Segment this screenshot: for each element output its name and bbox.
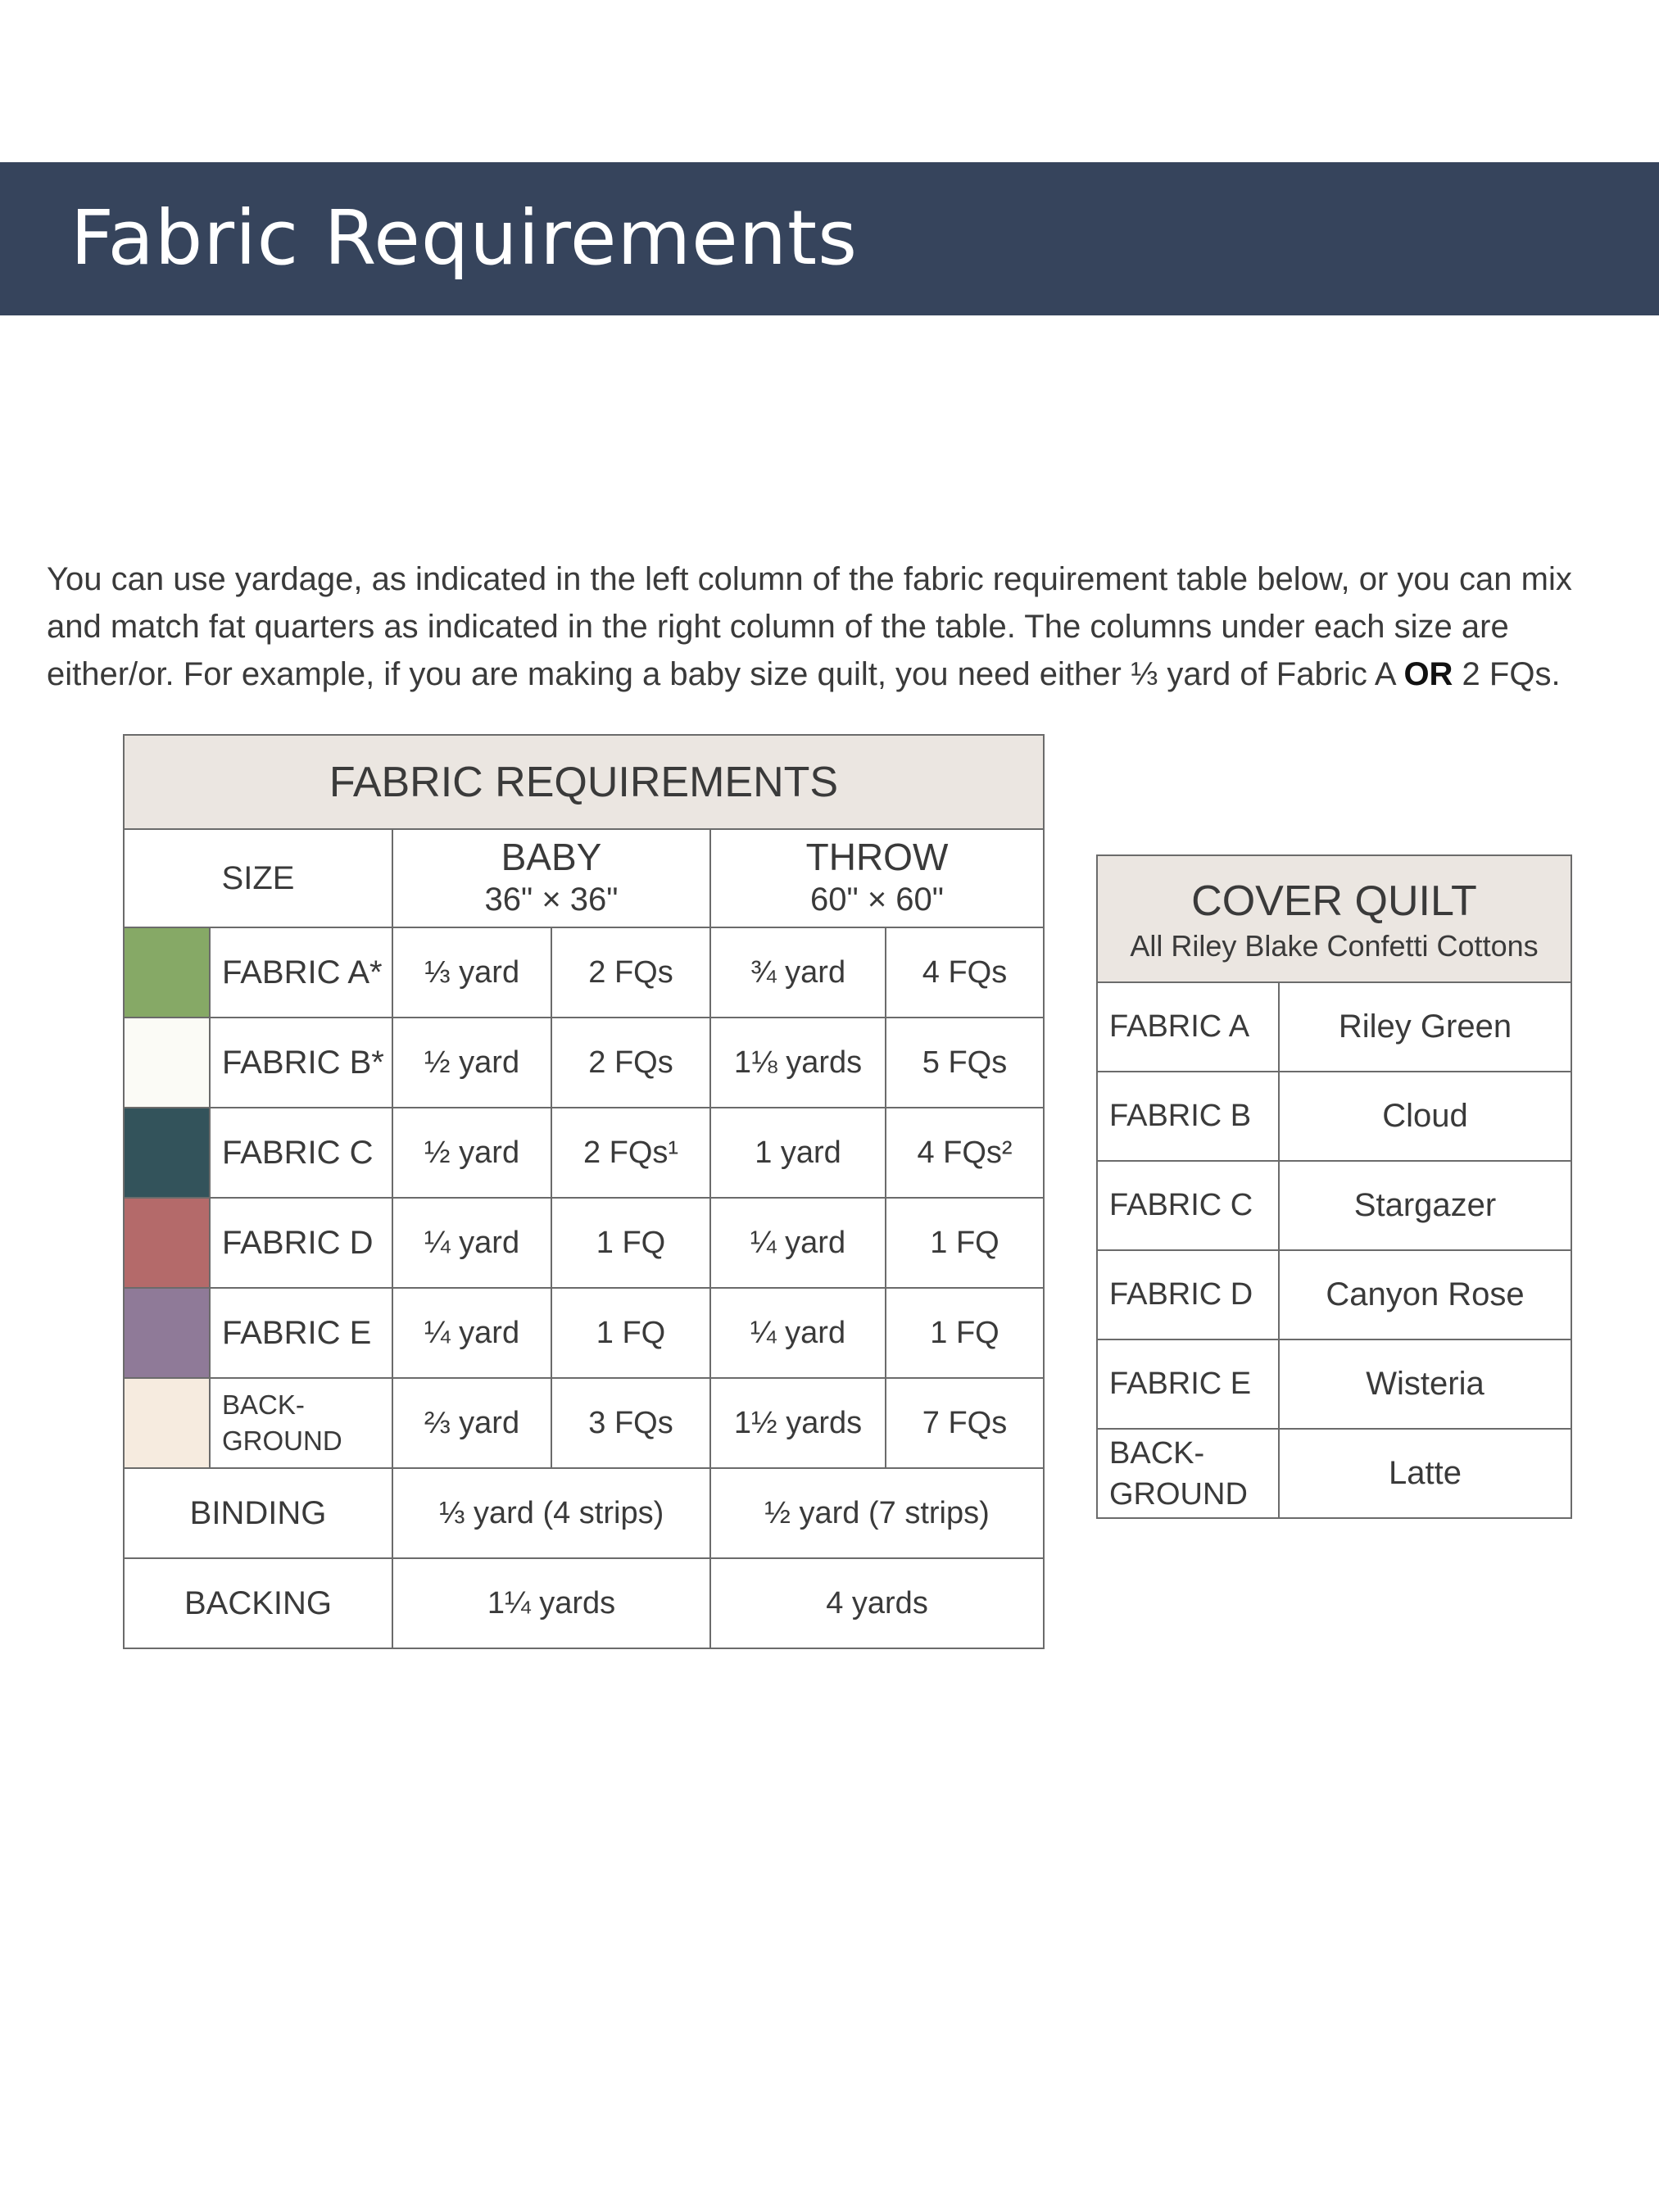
baby-yardage: ¼ yard xyxy=(392,1198,551,1288)
size-name: BABY xyxy=(501,836,602,878)
color-swatch xyxy=(124,1288,210,1378)
baby-fat-quarters: 1 FQ xyxy=(551,1198,710,1288)
baby-fat-quarters: 2 FQs¹ xyxy=(551,1108,710,1198)
fabric-name-text: GROUND xyxy=(222,1426,342,1456)
color-swatch xyxy=(124,1378,210,1468)
color-swatch xyxy=(124,927,210,1018)
size-throw-header xyxy=(710,829,1044,927)
baby-yardage: ⅔ yard xyxy=(392,1378,551,1468)
color-swatch xyxy=(124,1018,210,1108)
color-swatch xyxy=(124,1108,210,1198)
table-title-row xyxy=(124,735,1044,829)
cover-fabric-name-text: GROUND xyxy=(1109,1476,1248,1512)
cover-fabric-color: Stargazer xyxy=(1279,1161,1571,1250)
table-row xyxy=(1097,982,1571,1072)
throw-yardage: 1 yard xyxy=(710,1108,886,1198)
fabric-name-text: FABRIC E xyxy=(222,1314,372,1351)
intro-text-end: 2 FQs. xyxy=(1453,656,1561,692)
cover-subtitle: All Riley Blake Confetti Cottons xyxy=(1130,928,1539,963)
cover-fabric-color: Latte xyxy=(1279,1429,1571,1518)
backing-label: BACKING xyxy=(124,1558,392,1648)
throw-yardage: 1⅛ yards xyxy=(710,1018,886,1108)
intro-paragraph xyxy=(47,555,1620,698)
table-title: FABRIC REQUIREMENTS xyxy=(124,735,1044,829)
throw-yardage: ¼ yard xyxy=(710,1198,886,1288)
binding-throw: ½ yard (7 strips) xyxy=(710,1468,1044,1558)
baby-fat-quarters: 1 FQ xyxy=(551,1288,710,1378)
throw-fat-quarters: 7 FQs xyxy=(886,1378,1044,1468)
color-swatch xyxy=(124,1198,210,1288)
size-dimensions: 36" × 36" xyxy=(484,882,619,918)
intro-text: You can use yardage, as indicated in the left column of the fabric requirement table below, or you can mix and match fat quarters as indicated in the right column of the table. The columns under each size are either/or. For example, if you are making a baby size quilt, you need either ⅓ yard of Fabric A xyxy=(47,561,1572,692)
page-title: Fabric Requirements xyxy=(70,194,859,282)
cover-fabric-name: FABRIC A xyxy=(1097,982,1279,1072)
backing-throw: 4 yards xyxy=(710,1558,1044,1648)
table-row xyxy=(1097,1250,1571,1339)
intro-or-emphasis: OR xyxy=(1403,656,1453,692)
fabric-name xyxy=(210,1378,392,1468)
baby-yardage: ½ yard xyxy=(392,1108,551,1198)
fabric-name-text: FABRIC A* xyxy=(222,954,383,990)
size-name: THROW xyxy=(805,836,949,878)
binding-row xyxy=(124,1468,1044,1558)
baby-yardage: ½ yard xyxy=(392,1018,551,1108)
cover-fabric-color: Wisteria xyxy=(1279,1339,1571,1429)
throw-fat-quarters: 5 FQs xyxy=(886,1018,1044,1108)
fabric-name xyxy=(210,927,392,1018)
fabric-name-text: BACK- xyxy=(222,1389,305,1420)
table-row xyxy=(1097,1429,1571,1518)
throw-fat-quarters: 4 FQs² xyxy=(886,1108,1044,1198)
baby-fat-quarters: 2 FQs xyxy=(551,1018,710,1108)
table-row xyxy=(1097,1161,1571,1250)
cover-title: COVER QUILT xyxy=(1191,877,1477,925)
baby-fat-quarters: 2 FQs xyxy=(551,927,710,1018)
cover-title-row xyxy=(1097,855,1571,982)
backing-baby: 1¼ yards xyxy=(392,1558,710,1648)
throw-fat-quarters: 1 FQ xyxy=(886,1288,1044,1378)
fabric-name xyxy=(210,1288,392,1378)
binding-baby: ⅓ yard (4 strips) xyxy=(392,1468,710,1558)
cover-fabric-color: Riley Green xyxy=(1279,982,1571,1072)
cover-title-cell xyxy=(1097,855,1571,982)
table-row xyxy=(124,927,1044,1018)
fabric-requirements-table xyxy=(123,734,1045,1649)
table-row xyxy=(1097,1339,1571,1429)
table-row xyxy=(124,1108,1044,1198)
cover-fabric-color: Cloud xyxy=(1279,1072,1571,1161)
throw-yardage: 1½ yards xyxy=(710,1378,886,1468)
table-row xyxy=(124,1018,1044,1108)
size-header-row xyxy=(124,829,1044,927)
baby-yardage: ¼ yard xyxy=(392,1288,551,1378)
baby-yardage: ⅓ yard xyxy=(392,927,551,1018)
cover-fabric-name xyxy=(1097,1429,1279,1518)
throw-yardage: ¾ yard xyxy=(710,927,886,1018)
cover-fabric-name: FABRIC E xyxy=(1097,1339,1279,1429)
cover-fabric-color: Canyon Rose xyxy=(1279,1250,1571,1339)
table-row xyxy=(1097,1072,1571,1161)
size-dimensions: 60" × 60" xyxy=(810,882,944,918)
baby-fat-quarters: 3 FQs xyxy=(551,1378,710,1468)
size-header: SIZE xyxy=(124,829,392,927)
fabric-name xyxy=(210,1018,392,1108)
cover-fabric-name: FABRIC D xyxy=(1097,1250,1279,1339)
cover-fabric-name: FABRIC B xyxy=(1097,1072,1279,1161)
size-baby-header xyxy=(392,829,710,927)
fabric-name xyxy=(210,1198,392,1288)
table-row xyxy=(124,1288,1044,1378)
backing-row xyxy=(124,1558,1044,1648)
cover-quilt-table xyxy=(1096,854,1572,1519)
cover-fabric-name-text: BACK- xyxy=(1109,1435,1205,1471)
cover-fabric-name: FABRIC C xyxy=(1097,1161,1279,1250)
header-banner xyxy=(0,162,1659,315)
table-row xyxy=(124,1378,1044,1468)
fabric-name xyxy=(210,1108,392,1198)
throw-yardage: ¼ yard xyxy=(710,1288,886,1378)
fabric-name-text: FABRIC B* xyxy=(222,1044,384,1081)
throw-fat-quarters: 4 FQs xyxy=(886,927,1044,1018)
table-row xyxy=(124,1198,1044,1288)
fabric-name-text: FABRIC D xyxy=(222,1224,374,1261)
binding-label: BINDING xyxy=(124,1468,392,1558)
throw-fat-quarters: 1 FQ xyxy=(886,1198,1044,1288)
fabric-name-text: FABRIC C xyxy=(222,1134,374,1171)
